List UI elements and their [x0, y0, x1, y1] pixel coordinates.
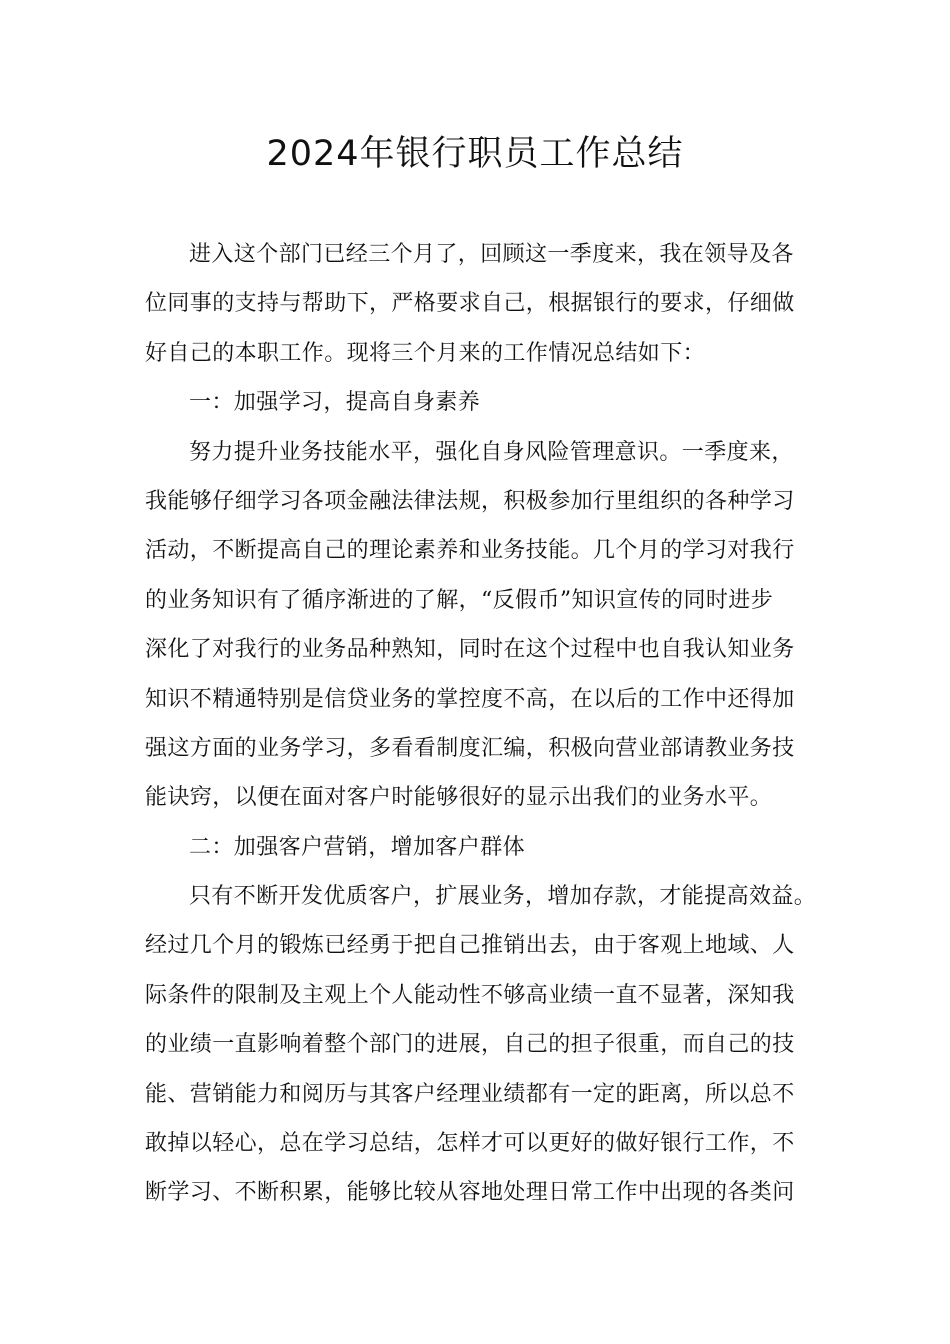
text-line: 深化了对我行的业务品种熟知，同时在这个过程中也自我认知业务: [145, 637, 795, 663]
text-line: 进入这个部门已经三个月了，回顾这一季度来，我在领导及各: [189, 242, 794, 267]
text-line: 敢掉以轻心，总在学习总结，怎样才可以更好的做好银行工作，不: [145, 1131, 795, 1157]
text-line: 强这方面的业务学习，多看看制度汇编，积极向营业部请教业务技: [145, 735, 795, 761]
text-line: 知识不精通特别是信贷业务的掌控度不高，在以后的工作中还得加: [145, 686, 795, 712]
text-line: 我能够仔细学习各项金融法律法规，积极参加行里组织的各种学习: [145, 488, 795, 514]
text-line: 的业绩一直影响着整个部门的进展，自己的担子很重，而自己的技: [145, 1032, 795, 1058]
document-title: 2024年银行职员工作总结: [266, 134, 684, 174]
text-line: 能诀窍，以便在面对客户时能够很好的显示出我们的业务水平。: [145, 785, 773, 811]
text-line: 努力提升业务技能水平，强化自身风险管理意识。一季度来，: [189, 439, 794, 465]
text-line: 经过几个月的锻炼已经勇于把自己推销出去，由于客观上地域、人: [145, 933, 795, 959]
text-line: 的业务知识有了循序渐进的了解，“反假币”知识宣传的同时进步: [145, 587, 774, 613]
text-line: 位同事的支持与帮助下，严格要求自己，根据银行的要求，仔细做: [145, 291, 795, 317]
text-line: 二：加强客户营销，增加客户群体: [189, 834, 526, 860]
text-line: 断学习、不断积累，能够比较从容地处理日常工作中出现的各类问: [145, 1180, 795, 1206]
text-line: 只有不断开发优质客户，扩展业务，增加存款，才能提高效益。: [189, 884, 817, 910]
text-line: 好自己的本职工作。现将三个月来的工作情况总结如下：: [145, 340, 706, 366]
text-line: 际条件的限制及主观上个人能动性不够高业绩一直不显著，深知我: [145, 982, 795, 1008]
text-line: 活动，不断提高自己的理论素养和业务技能。几个月的学习对我行: [145, 538, 795, 564]
text-line: 一：加强学习，提高自身素养: [189, 390, 481, 416]
text-line: 能、营销能力和阅历与其客户经理业绩都有一定的距离，所以总不: [145, 1081, 795, 1107]
document-body: [145, 230, 825, 1218]
